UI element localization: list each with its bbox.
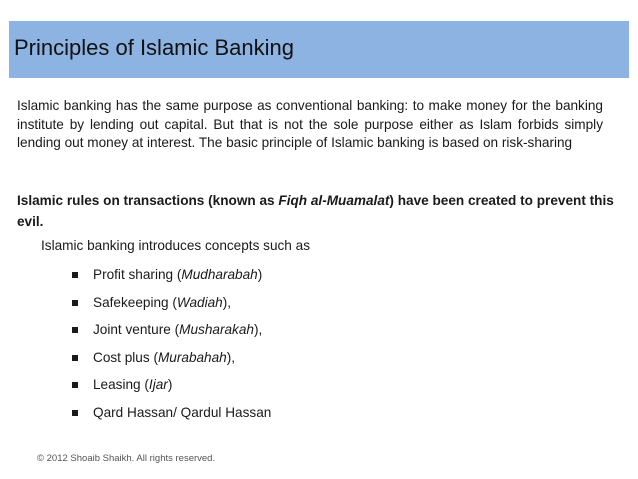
bullet-square-icon xyxy=(72,355,78,361)
bullet-square-icon xyxy=(72,382,78,388)
rules-term: Fiqh al-Muamalat xyxy=(278,193,390,208)
list-item-text: Qard Hassan/ Qardul Hassan xyxy=(93,404,272,420)
bullet-square-icon xyxy=(72,272,78,278)
list-item xyxy=(72,294,271,322)
concepts-intro: Islamic banking introduces concepts such as xyxy=(41,238,310,253)
bullet-square-icon xyxy=(72,327,78,333)
list-item xyxy=(72,404,271,432)
list-item xyxy=(72,321,271,349)
title-bar xyxy=(9,21,629,78)
intro-paragraph: Islamic banking has the same purpose as conventional banking: to make money for the banking institute by lending out capital. But that is not the sole purpose either as Islam forbids simply lending out money at interest. The basic principle of Islamic banking is based on risk-sharing xyxy=(17,98,603,150)
slide-title: Principles of Islamic Banking xyxy=(14,35,295,60)
rules-statement xyxy=(17,190,621,232)
copyright-footer: © 2012 Shoaib Shaikh. All rights reserved. xyxy=(37,453,216,464)
bullet-square-icon xyxy=(72,410,78,416)
rules-text-after: ) have been created to prevent this evil. xyxy=(17,193,614,229)
list-item-text: Safekeeping (Wadiah), xyxy=(93,294,232,310)
bullet-square-icon xyxy=(72,300,78,306)
concepts-list xyxy=(72,266,271,432)
rules-text-before: Islamic rules on transactions (known as xyxy=(17,193,279,208)
list-item xyxy=(72,349,271,377)
list-item-text: Leasing (Ijar) xyxy=(93,377,173,393)
list-item-text: Joint venture (Musharakah), xyxy=(93,322,263,338)
list-item xyxy=(72,376,271,404)
list-item xyxy=(72,266,271,294)
list-item-text: Profit sharing (Mudharabah) xyxy=(93,267,263,282)
list-item-text: Cost plus (Murabahah), xyxy=(93,349,236,365)
